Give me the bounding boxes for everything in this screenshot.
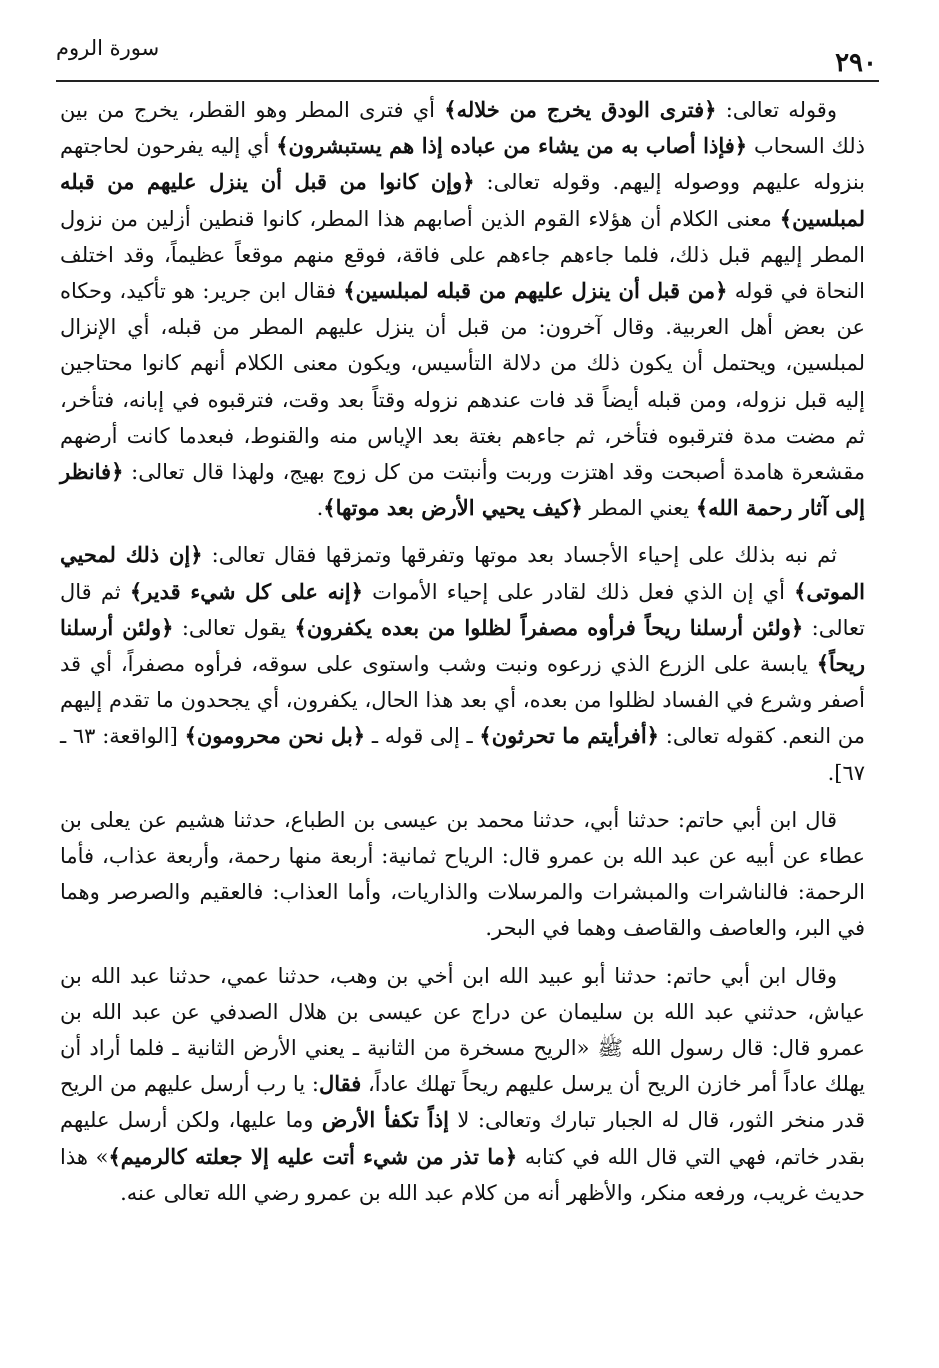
text-segment: [الواقعة: ٦٣ ـ ٦٧].	[60, 724, 865, 785]
quran-quote: ﴿فترى الودق يخرج من خلاله﴾	[444, 97, 717, 122]
quran-quote: ﴿وإن كانوا من قبل أن ينزل عليهم من قبله لمبلسين﴾	[60, 169, 865, 231]
quran-quote: ﴿ما تذر من شيء أتت عليه إلا جعلته كالرميم﴾	[108, 1143, 518, 1169]
page-body	[60, 92, 865, 1222]
paragraph	[60, 802, 865, 947]
paragraph	[60, 958, 865, 1211]
text-segment: » هذا حديث غريب، ورفعه منكر، والأظهر أنه من كلام عبد الله بن عمرو رضي الله تعالى عنه.	[60, 1144, 865, 1205]
quran-quote: فقال	[318, 1071, 362, 1097]
page-number: ٢٩٠	[835, 48, 877, 78]
quran-quote: ﴿من قبل أن ينزل عليهم من قبله لمبلسين﴾	[343, 278, 728, 304]
text-segment: .	[316, 496, 324, 521]
text-segment: وقوله تعالى:	[716, 98, 837, 122]
text-segment: فقال ابن جرير: هو تأكيد، وحكاه عن بعض أهل العربية. وقال آخرون: من قبل أن ينزل عليهم المطر من قبله، أي الإنزال لمبلسين، ويحتمل أن يكون ذلك من دلالة التأسيس، ويكون معنى الكلام أنهم كانوا محتاجين إليه قبل نزوله، ومن قبله أيضاً قد فات عندهم نزوله وقتاً بعد وقت، فترقبوه في إبانه، فتأخر، ثم مضت مدة فترقبوه فتأخر، ثم جاءهم بغتة بعد الإياس منه والقنوط، فبعدما كانت أرضهم مقشعرة هامدة أصبحت وقد اهتزت وربت وأنبتت من كل زوج بهيج، ولهذا قال تعالى:	[60, 279, 865, 485]
quran-quote: إذاً تكفأ الأرض	[321, 1107, 449, 1133]
text-segment: أي إن الذي فعل ذلك لقادر على إحياء الأموات	[362, 579, 795, 604]
text-segment: ثم نبه بذلك على إحياء الأجساد بعد موتها وتفرقها وتمزقها فقال تعالى:	[202, 543, 837, 568]
page-header	[56, 30, 879, 82]
quran-quote: ﴿أفرأيتم ما تحرثون﴾	[479, 723, 659, 749]
surah-title: سورة الروم	[56, 36, 160, 60]
quran-quote: ﴿إن ذلك لمحيي الموتى﴾	[60, 542, 865, 604]
quran-quote: ﴿ولئن أرسلنا ريحاً فرأوه مصفراً لظلوا من بعده يكفرون﴾	[294, 614, 804, 640]
text-segment: أي إليه يفرحون لحاجتهم بنزوله عليهم ووصوله إليهم. وقوله تعالى:	[60, 134, 865, 195]
paragraph	[60, 537, 865, 790]
paragraph	[60, 92, 865, 526]
quran-quote: ﴿كيف يحيي الأرض بعد موتها﴾	[323, 495, 583, 521]
text-segment: يقول تعالى:	[173, 615, 295, 640]
text-segment: ـ إلى قوله ـ	[365, 724, 480, 749]
text-segment: قال ابن أبي حاتم: حدثنا أبي، حدثنا محمد بن عيسى بن الطباع، حدثنا هشيم عن يعلى بن عطاء عن أبيه عن عبد الله بن عمرو قال: الرياح ثمانية: أربعة منها رحمة، وأربعة عذاب، فأما الرحمة: فالناشرات والمبشرات والمرسلات والذاريات، وأما العذاب: فالعقيم والصرصر وهما في البر، والعاصف والقاصف وهما في البحر.	[60, 807, 865, 941]
quran-quote: ﴿بل نحن محرومون﴾	[184, 723, 366, 749]
text-segment: وما عليها، ولكن أرسل عليهم بقدر خاتم، فهي التي قال الله في كتابه	[60, 1108, 865, 1169]
text-segment: يعني المطر	[582, 496, 696, 521]
text-segment: أي فترى المطر وهو القطر، يخرج من بين ذلك السحاب	[60, 98, 865, 159]
text-segment: : يا رب أرسل عليهم من الريح قدر منخر الثور، قال له الجبار تبارك وتعالى: لا	[60, 1072, 865, 1133]
text-segment: معنى الكلام أن هؤلاء القوم الذين أصابهم هذا المطر، كانوا قنطين أزلين من نزول المطر إليهم قبل ذلك، فلما جاءهم جاءهم على فاقة، فوقع منهم موقعاً عظيماً، وقد اختلف النحاة في قوله	[60, 206, 866, 304]
quran-quote: ﴿فإذا أصاب به من يشاء من عباده إذا هم يستبشرون﴾	[276, 133, 748, 159]
quran-quote: ﴿ولئن أرسلنا ريحاً﴾	[60, 614, 865, 677]
quran-quote: ﴿إنه على كل شيء قدير﴾	[129, 578, 363, 604]
text-segment: ثم قال تعالى:	[60, 579, 865, 640]
text-segment: يابسة على الزرع الذي زرعوه ونبت وشب واستوى على سوقه، فرأوه مصفراً، أي قد أصفر وشرع في الفساد لظلوا من بعده، أي بعد هذا الحال، يكفرون، أي يجحدون ما تقدم إليهم من النعم. كقوله تعالى:	[60, 652, 866, 749]
text-segment: وقال ابن أبي حاتم: حدثنا أبو عبيد الله ابن أخي بن وهب، حدثنا عمي، حدثنا عبد الله بن عياش، حدثني عبد الله بن سليمان عن دراج عن عيسى بن هلال الصدفي عن عبد الله بن عمرو قال: قال رسول الله ﷺ «الريح مسخرة من الثانية ـ يعني الأرض الثانية ـ فلما أراد أن يهلك عاداً أمر خازن الريح أن يرسل عليهم ريحاً تهلك عاداً،	[60, 963, 865, 1097]
quran-quote: ﴿فانظر إلى آثار رحمة الله﴾	[60, 459, 865, 521]
